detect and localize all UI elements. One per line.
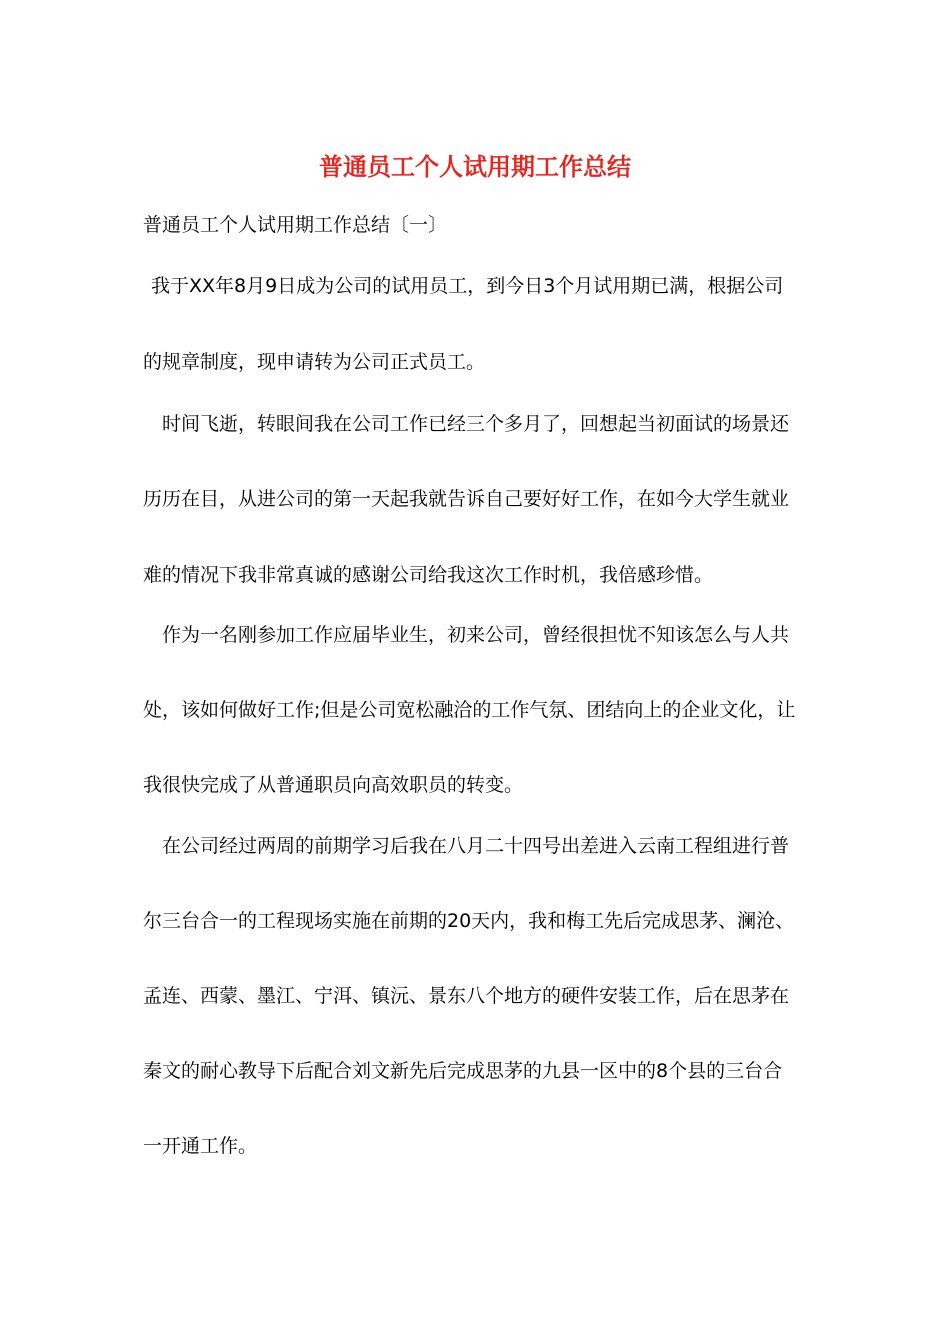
paragraph-line: 孟连、西蒙、墨江、宁洱、镇沅、景东八个地方的硬件安装工作，后在思茅在 <box>143 985 790 1007</box>
paragraph-line: 我很快完成了从普通职员向高效职员的转变。 <box>143 774 524 796</box>
paragraph-line: 作为一名刚参加工作应届毕业生，初来公司，曾经很担忧不知该怎么与人共 <box>162 624 790 646</box>
paragraph-line: 我于XX年8月9日成为公司的试用员工，到今日3个月试用期已满，根据公司 <box>151 275 784 297</box>
paragraph-line: 秦文的耐心教导下后配合刘文新先后完成思茅的九县一区中的8个县的三台合 <box>143 1060 783 1082</box>
paragraph-line: 处，该如何做好工作;但是公司宽松融洽的工作气氛、团结向上的企业文化，让 <box>143 699 796 721</box>
paragraph-line: 的规章制度，现申请转为公司正式员工。 <box>143 351 486 373</box>
document-title: 普通员工个人试用期工作总结 <box>319 152 631 181</box>
paragraph-line: 难的情况下我非常真诚的感谢公司给我这次工作时机，我倍感珍惜。 <box>143 564 714 586</box>
paragraph-line: 历历在目，从进公司的第一天起我就告诉自己要好好工作，在如今大学生就业 <box>143 488 790 510</box>
paragraph-line: 一开通工作。 <box>143 1135 258 1157</box>
paragraph-line: 在公司经过两周的前期学习后我在八月二十四号出差进入云南工程组进行普 <box>162 835 790 857</box>
paragraph-line: 尔三台合一的工程现场实施在前期的20天内，我和梅工先后完成思茅、澜沧、 <box>143 910 795 932</box>
paragraph-line: 时间飞逝，转眼间我在公司工作已经三个多月了，回想起当初面试的场景还 <box>162 413 790 435</box>
document-subtitle: 普通员工个人试用期工作总结〔一〕 <box>143 214 448 236</box>
